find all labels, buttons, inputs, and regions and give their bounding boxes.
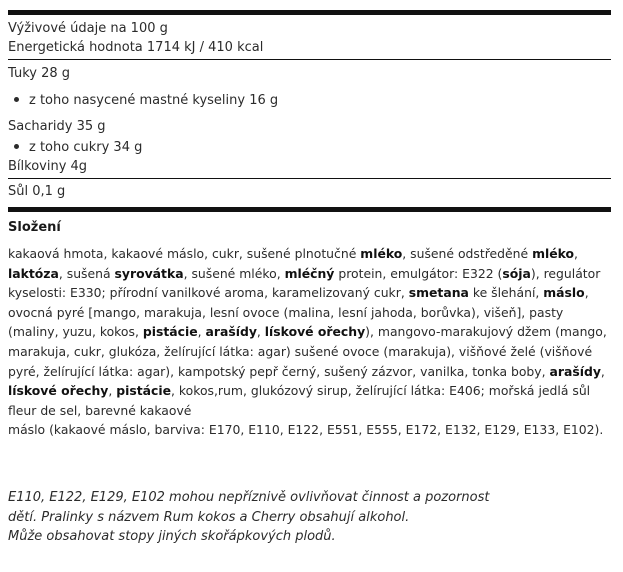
ingredient-text: , sušené odstředěné bbox=[402, 246, 533, 261]
ingredient-text: protein, emulgátor: E322 ( bbox=[334, 265, 503, 281]
ingredient-text: , bbox=[108, 383, 117, 399]
ingredient-text: , bbox=[197, 324, 206, 340]
ingredient-text: kakaová hmota, kakaové máslo, cukr, sušené plnotučné bbox=[8, 246, 361, 261]
bullet-icon bbox=[14, 97, 19, 102]
ingredient-text: máslo (kakaové máslo, barviva: E170, E110, E122, E551, E555, E172, E132, E129, E133, E102). bbox=[8, 422, 604, 438]
top-rule bbox=[8, 10, 611, 15]
ingredient-text: ke šlehání, bbox=[468, 285, 544, 301]
saturated-value: z toho nasycené mastné kyseliny 16 g bbox=[29, 93, 279, 108]
allergen-term: pistácie bbox=[142, 324, 198, 340]
allergen-term: lískové ořechy bbox=[264, 324, 366, 340]
notice-line: dětí. Pralinky s názvem Rum kokos a Cherry obsahují alkohol. bbox=[8, 509, 410, 525]
allergen-term: sója bbox=[502, 265, 531, 281]
allergen-term: laktóza bbox=[8, 265, 59, 281]
fat-value: Tuky 28 g bbox=[8, 66, 71, 81]
allergen-term: arašídy bbox=[549, 363, 601, 379]
allergen-term: mléčný bbox=[284, 265, 335, 281]
allergen-term: mléko bbox=[360, 246, 403, 261]
carbs-value: Sacharidy 35 g bbox=[8, 119, 106, 134]
allergen-term: máslo bbox=[543, 285, 585, 301]
allergen-term: mléko bbox=[532, 246, 575, 261]
energy-value: Energetická hodnota 1714 kJ / 410 kcal bbox=[8, 40, 264, 55]
allergen-term: smetana bbox=[408, 285, 469, 301]
notice-line: E110, E122, E129, E102 mohou nepříznivě ovlivňovat činnost a pozornost bbox=[8, 490, 490, 505]
ingredient-text: , ovocná pyré [mango, marakuja, lesní ovoce (malina, lesní jahoda, borůvka), višeň], pasty (maliny, yuzu, kokos, bbox=[8, 285, 589, 340]
allergen-term: lískové ořechy bbox=[8, 383, 109, 399]
ingredient-text: , sušené mléko, bbox=[183, 265, 285, 281]
salt-value: Sůl 0,1 g bbox=[8, 184, 66, 199]
ingredient-text: , kokos,rum, glukózový sirup, želírující látka: E406; mořská jedlá sůl fleur de sel, barevné kakaové bbox=[8, 383, 591, 418]
ingredients-text bbox=[8, 244, 614, 440]
notice-line: Může obsahovat stopy jiných skořápkových plodů. bbox=[8, 529, 336, 544]
ingredient-text: ), mangovo-marakujový džem (mango, marakuja, cukr, glukóza, želírující látka: agar) sušené ovoce (marakuja), višňové želé (višňové pyré, želírující látka: agar), kampotský pepř černý, sušený zázvor, vanilka, tonka boby, bbox=[8, 324, 607, 379]
bullet-icon bbox=[14, 144, 19, 149]
divider bbox=[8, 178, 611, 179]
ingredient-text: ), regulátor kyselosti: E330; přírodní vanilkové aroma, karamelizovaný cukr, bbox=[8, 265, 601, 301]
sugars-value: z toho cukry 34 g bbox=[29, 140, 143, 155]
nutrition-header: Výživové údaje na 100 g bbox=[8, 21, 168, 36]
composition-heading: Složení bbox=[8, 220, 61, 235]
protein-value: Bílkoviny 4g bbox=[8, 159, 88, 174]
ingredient-text: , bbox=[600, 363, 605, 379]
ingredient-text: , bbox=[574, 246, 578, 261]
ingredient-text: , sušená bbox=[58, 265, 115, 281]
allergen-notice bbox=[8, 488, 614, 547]
saturated-row bbox=[14, 93, 278, 109]
divider bbox=[8, 59, 611, 60]
allergen-term: syrovátka bbox=[114, 265, 184, 281]
sugars-row bbox=[14, 140, 142, 156]
ingredient-text: , bbox=[256, 324, 265, 340]
allergen-term: pistácie bbox=[116, 383, 172, 399]
section-rule bbox=[8, 207, 611, 212]
allergen-term: arašídy bbox=[205, 324, 257, 340]
